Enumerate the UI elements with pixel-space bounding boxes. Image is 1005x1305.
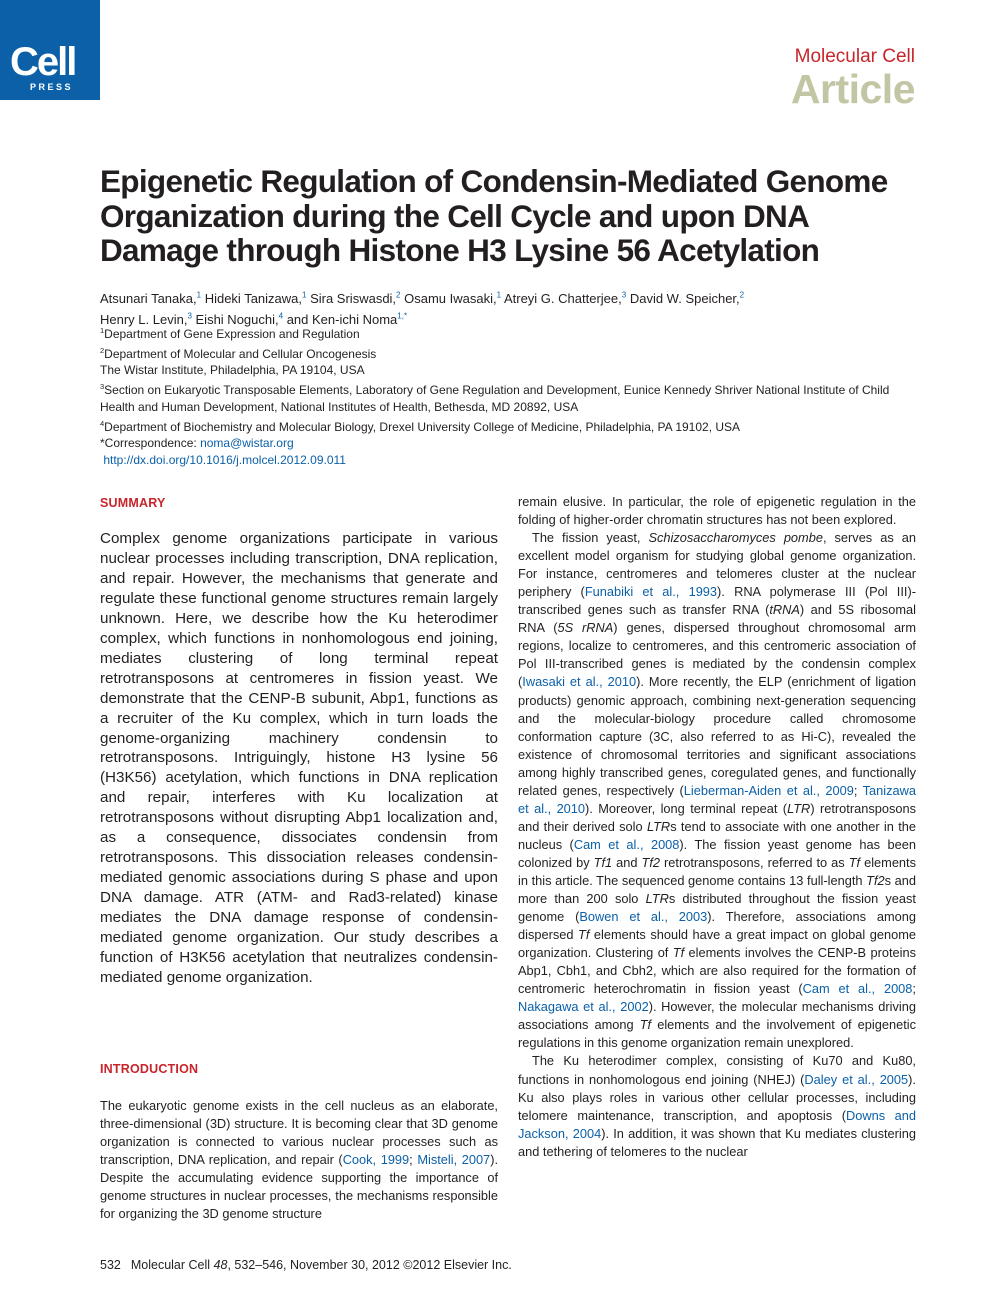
logo-press-text: PRESS bbox=[30, 82, 74, 92]
logo-cell-text: Cell bbox=[10, 40, 76, 84]
affiliations bbox=[100, 323, 920, 469]
citation-link[interactable]: Bowen et al., 2003 bbox=[579, 909, 708, 925]
author: David W. Speicher,$^2$ bbox=[629, 291, 745, 307]
article-type: Article bbox=[790, 66, 915, 112]
doi-link[interactable]: http://dx.doi.org/10.1016/j.molcel.2012.09.011 bbox=[103, 452, 346, 467]
author: and Ken-ichi Noma$^{1,*}$ bbox=[286, 311, 408, 328]
author: Henry L. Levin,$^3$ bbox=[100, 311, 192, 328]
citation-link[interactable]: Daley et al., 2005 bbox=[804, 1071, 909, 1087]
paragraph-ku: The Ku heterodimer complex, consisting of Ku70 and Ku80, functions in nonhomologous end joining (NHEJ) (Daley et al., 2005). Ku also plays roles in various other cellular processes, including telomere maintenance, transcription, and apoptosis (Downs and Jackson, 2004). In addition, it was shown that Ku mediates clustering and tethering of telomeres to the nuclear bbox=[518, 1053, 916, 1159]
footer-volume: 48 bbox=[213, 1258, 228, 1272]
footer-citation: , 532–546, November 30, 2012 ©2012 Elsevier Inc. bbox=[227, 1258, 512, 1272]
citation-link[interactable]: Tanizawa et al., 2010 bbox=[518, 782, 916, 816]
citation-link[interactable]: Cam et al., 2008 bbox=[802, 981, 913, 997]
citation-link[interactable]: Cam et al., 2008 bbox=[573, 836, 680, 852]
citation-link[interactable]: Iwasaki et al., 2010 bbox=[522, 674, 637, 690]
affiliation-4: $^4$Department of Biochemistry and Molecular Biology, Drexel University College of Medicine, Philadelphia, PA 19102, USA bbox=[100, 418, 741, 434]
citation-link[interactable]: Cook, 1999 bbox=[342, 1152, 410, 1168]
journal-name: Molecular Cell bbox=[794, 46, 915, 67]
author: Atsunari Tanaka,$^1$ bbox=[100, 291, 202, 307]
page-footer bbox=[100, 1257, 512, 1273]
correspondence-email-link[interactable]: noma@wistar.org bbox=[200, 436, 294, 451]
introduction-paragraph: The eukaryotic genome exists in the cell nucleus as an elaborate, three-dimensional (3D) structure. It is becoming clear that 3D genome organization is connected to various nuclear processes such as transcription, DNA replication, and repair (Cook, 1999; Misteli, 2007). Despite the accumulating evidence supporting the importance of genome structures in nuclear processes, the mechanisms responsible for organizing the 3D genome structure bbox=[100, 1098, 499, 1222]
author: Hideki Tanizawa,$^1$ bbox=[204, 291, 307, 307]
author: Sira Sriswasdi,$^2$ bbox=[310, 291, 401, 307]
footer-journal: Molecular Cell bbox=[130, 1258, 214, 1272]
citation-link[interactable]: Downs and Jackson, 2004 bbox=[518, 1107, 916, 1141]
page-number: 532 bbox=[100, 1258, 121, 1272]
affiliation-2: $^2$Department of Molecular and Cellular Oncogenesis bbox=[100, 345, 377, 361]
paragraph-fission-yeast: The fission yeast, Schizosaccharomyces pombe, serves as an excellent model organism for studying global genome organization. For instance, centromeres and telomeres cluster at the nuclear periphery (Funabiki et al., 1993). RNA polymerase III (Pol III)-transcribed genes such as transfer RNA (tRNA) and 5S ribosomal RNA (5S rRNA) genes, dispersed throughout chromosomal arm regions, localize to centromeres, and this centromeric association of Pol III-transcribed genes is mediated by the condensin complex (Iwasaki et al., 2010). More recently, the ELP (enrichment of ligation products) genomic approach, combining next-generation sequencing and the molecular-biology procedure called chromosome conformation capture (3C, also referred to as Hi-C), revealed the existence of chromosomal territories and significant associations among highly transcribed genes, coregulated genes, and functionally related genes, respectively (Lieberman-Aiden et al., 2009; Tanizawa et al., 2010). Moreover, long terminal repeat (LTR) retrotransposons and their derived solo LTRs tend to associate with one another in the nucleus (Cam et al., 2008). The fission yeast genome has been colonized by Tf1 and Tf2 retrotransposons, referred to as Tf elements in this article. The sequenced genome contains 13 full-length Tf2s and more than 200 solo LTRs distributed throughout the fission yeast genome (Bowen et al., 2003). Therefore, associations among dispersed Tf elements should have a great impact on global genome organization. Clustering of Tf elements involves the CENP-B proteins Abp1, Cbh1, and Cbh2, which are also required for the formation of centromeric heterochromatin in fission yeast (Cam et al., 2008; Nakagawa et al., 2002). However, the molecular mechanisms driving associations among Tf elements and the involvement of epigenetic regulations in this genome organization remain unexplored. bbox=[518, 530, 917, 1051]
introduction-heading: INTRODUCTION bbox=[100, 1062, 199, 1076]
paragraph-continued: remain elusive. In particular, the role of epigenetic regulation in the folding of higher-order chromatin structures has not been explored. bbox=[518, 494, 916, 528]
affiliation-3: $^3$Section on Eukaryotic Transposable Elements, Laboratory of Gene Regulation and Development, Eunice Kennedy Shriver National Institute of Child Health and Human Development, National Institutes of Health, Bethesda, MD 20892, USA bbox=[100, 382, 890, 414]
correspondence: *Correspondence: noma@wistar.org bbox=[100, 436, 294, 451]
citation-link[interactable]: Misteli, 2007 bbox=[417, 1152, 491, 1168]
citation-link[interactable]: Nakagawa et al., 2002 bbox=[518, 999, 649, 1015]
summary-text: Complex genome organizations participate in various nuclear processes including transcription, DNA replication, and repair. However, the mechanisms that generate and regulate these functional genome structures remain largely unknown. Here, we describe how the Ku heterodimer complex, which functions in nonhomologous end joining, mediates clustering of long terminal repeat retrotransposons at centromeres in fission yeast. We demonstrate that the CENP-B subunit, Abp1, functions as a recruiter of the Ku complex, which in turn loads the genome-organizing machinery condensin to retrotransposons. Intriguingly, histone H3 lysine 56 (H3K56) acetylation, which functions in DNA replication and repair, interferes with Ku localization at retrotransposons without disrupting Abp1 localization and, as a consequence, dissociates condensin from retrotransposons. This dissociation releases condensin-mediated genomic associations during S phase and upon DNA damage. ATR (ATM- and Rad3-related) kinase mediates the DNA damage response of condensin-mediated genome organization. Our study describes a function of H3K56 acetylation that neutralizes condensin-mediated genome organization. bbox=[100, 530, 498, 986]
affiliation-1: $^1$Department of Gene Expression and Regulation bbox=[100, 326, 360, 341]
author: Eishi Noguchi,$^4$ bbox=[195, 311, 284, 328]
summary-heading: SUMMARY bbox=[100, 496, 166, 510]
affiliation-wistar: The Wistar Institute, Philadelphia, PA 19104, USA bbox=[100, 363, 365, 378]
article-title: Epigenetic Regulation of Condensin-Mediated Genome Organization during the Cell Cycle and upon DNA Damage through Histone H3 Lysine 56 Acetylation bbox=[100, 163, 888, 268]
journal-header bbox=[790, 45, 915, 112]
author: Atreyi G. Chatterjee,$^3$ bbox=[503, 291, 627, 307]
doi bbox=[100, 452, 920, 469]
citation-link[interactable]: Lieberman-Aiden et al., 2009 bbox=[683, 782, 854, 798]
cell-press-logo bbox=[0, 0, 100, 100]
right-column bbox=[518, 493, 916, 1161]
citation-link[interactable]: Funabiki et al., 1993 bbox=[584, 584, 718, 600]
author: Osamu Iwasaki,$^1$ bbox=[404, 291, 502, 307]
